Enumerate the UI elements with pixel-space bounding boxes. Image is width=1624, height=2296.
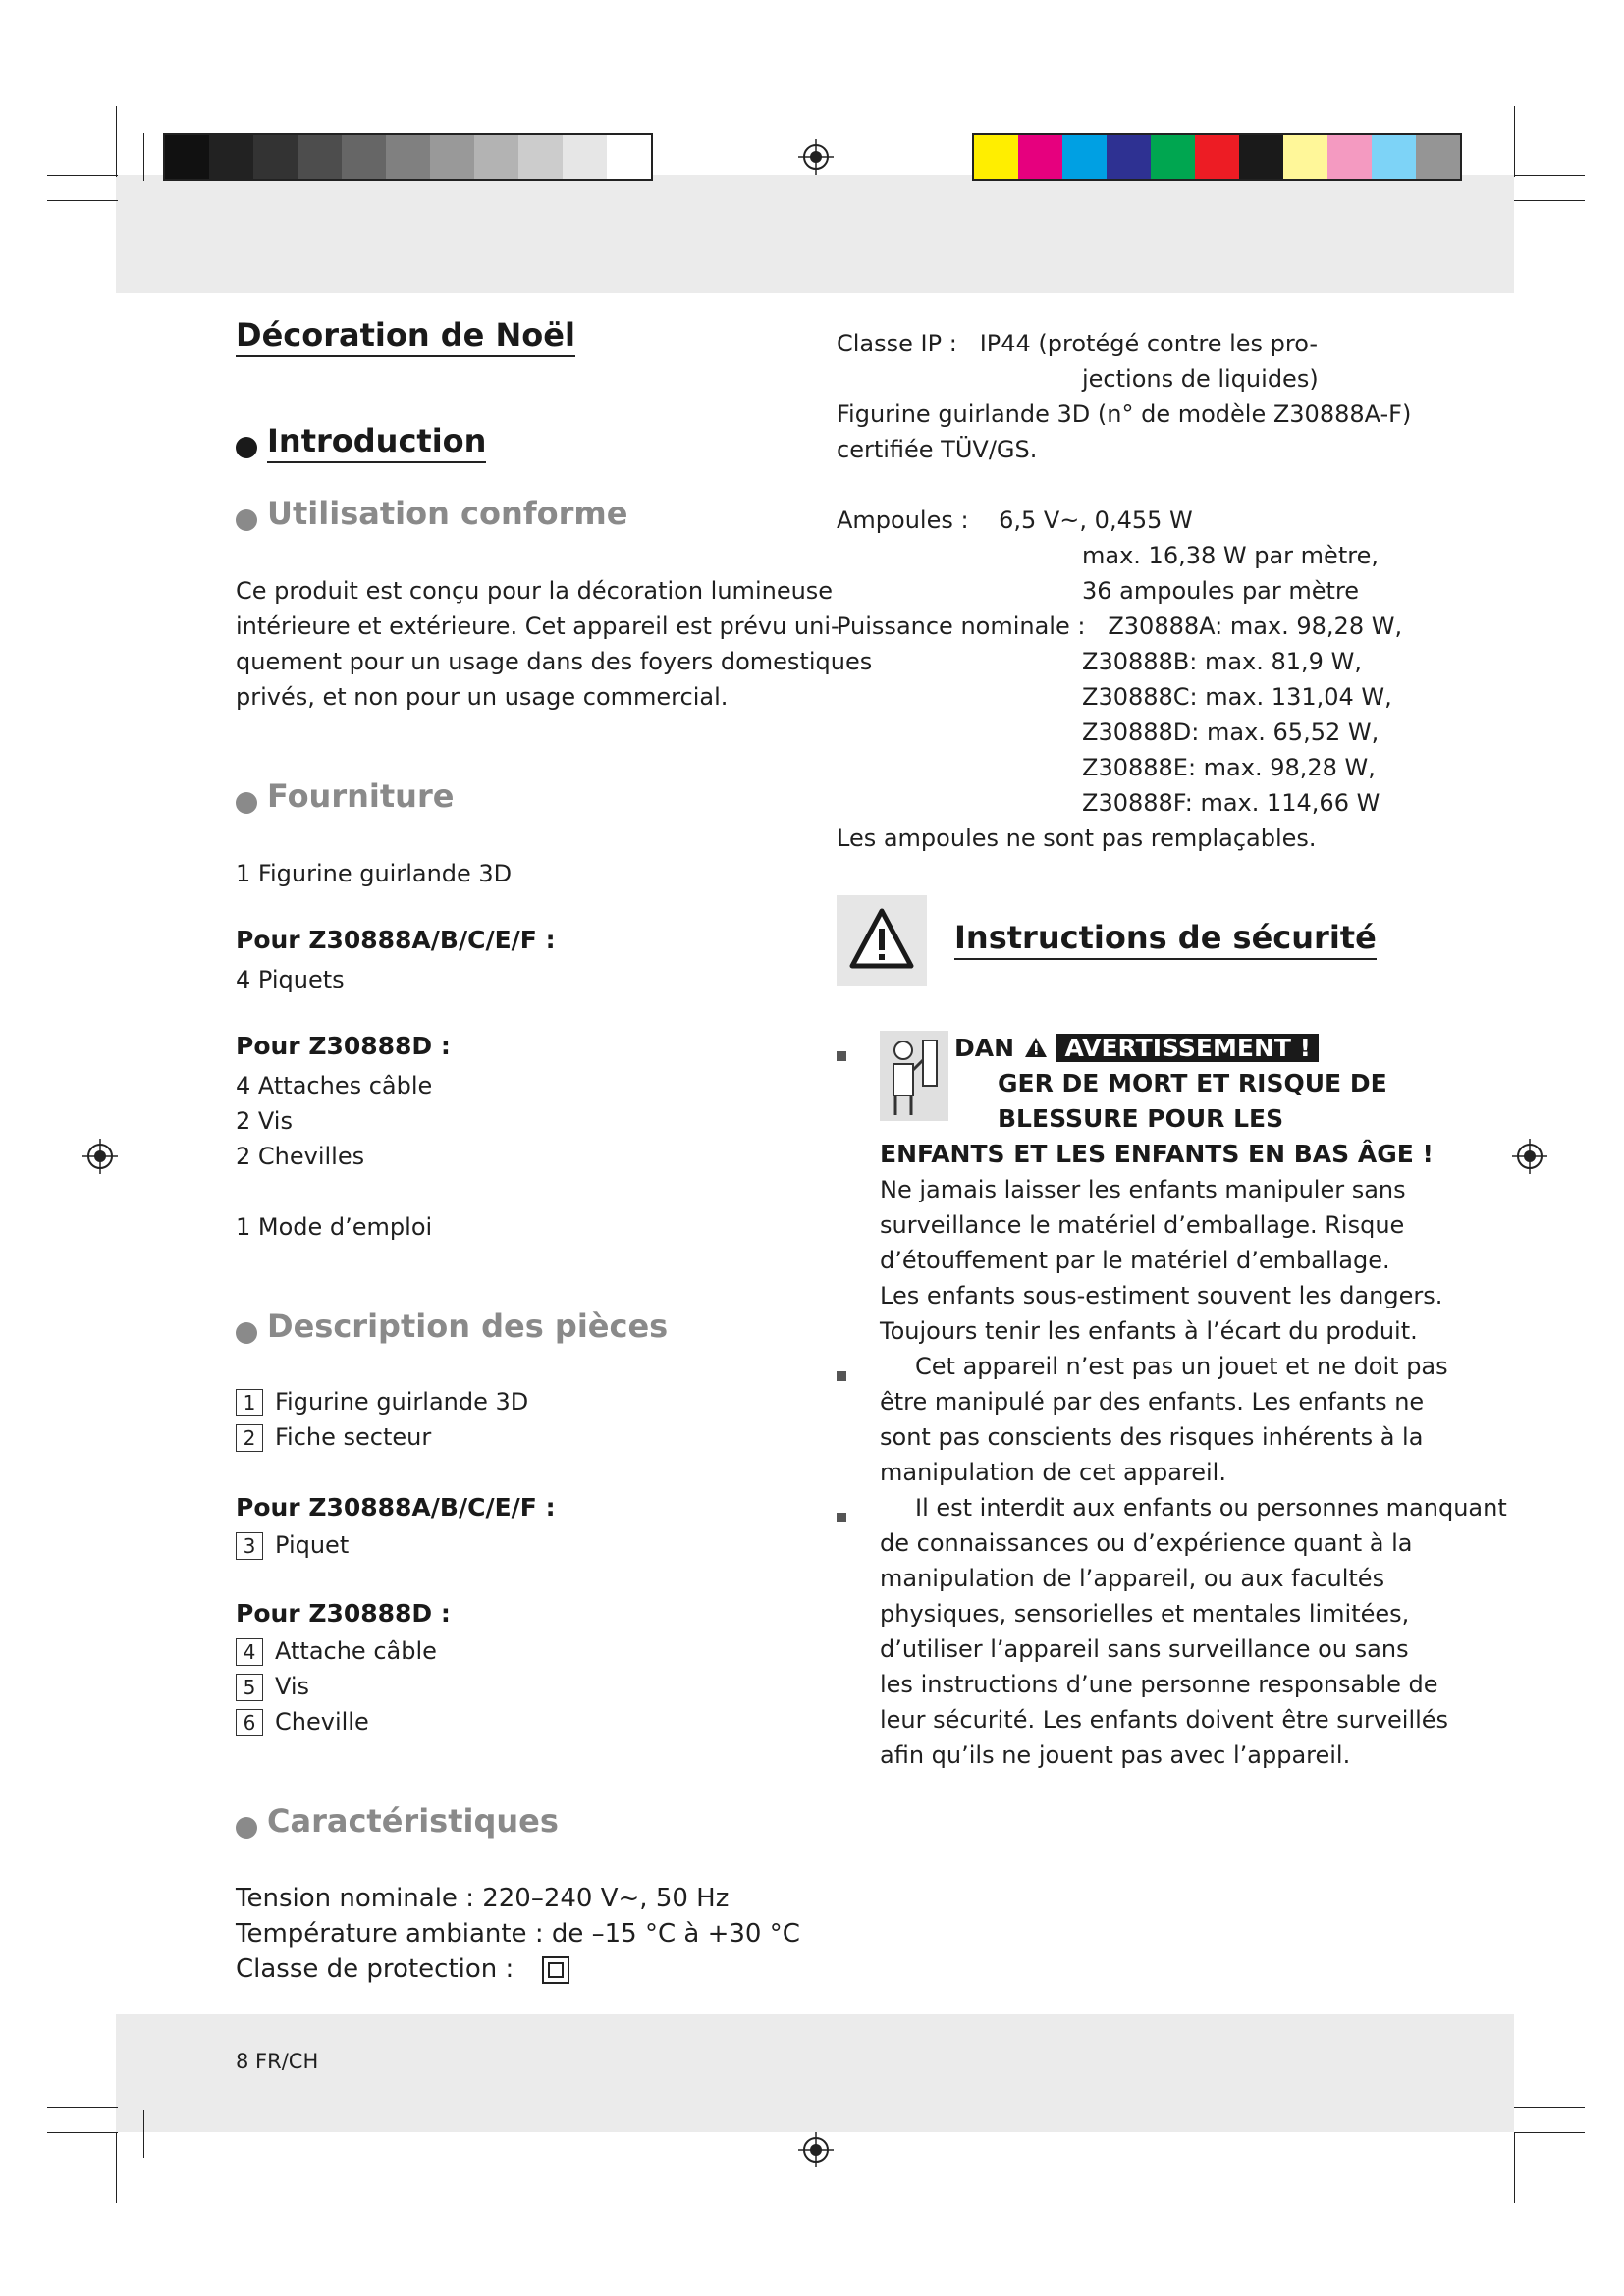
ampoules-spec: Ampoules : 6,5 V~, 0,455 W max. 16,38 W par mètre, 36 ampoules par mètre — [837, 507, 1379, 605]
specs-list: Tension nominale : 220–240 V~, 50 Hz Température ambiante : de –15 °C à +30 °C Classe de protection : — [236, 1884, 800, 1984]
bullet-icon — [236, 792, 257, 814]
ip-rating: Classe IP : IP44 (protégé contre les pro- jections de liquides) Figurine guirlande 3D (n° de modèle Z30888A-F) certifiée TÜV/GS. — [837, 330, 1412, 463]
subheading-pour-d: Pour Z30888D : — [236, 1032, 451, 1060]
color-swatch — [1018, 135, 1062, 179]
parts-list-c — [236, 1633, 437, 1739]
registration-mark-icon — [81, 1137, 120, 1176]
crop-mark — [143, 2110, 144, 2158]
crop-mark — [1514, 175, 1585, 176]
grayscale-color-bar — [163, 133, 653, 181]
section-caracteristiques: Caractéristiques — [236, 1802, 559, 1840]
gray-swatch — [474, 135, 518, 179]
bullet-icon — [236, 437, 257, 458]
gray-swatch — [165, 135, 209, 179]
gray-swatch — [253, 135, 298, 179]
warning-triangle-icon — [837, 895, 927, 986]
bullet-square-icon — [837, 1508, 846, 1526]
warning-heading: DAN AVERTISSEMENT ! GER DE MORT ET RISQUE DE BLESSURE POUR LES — [954, 1034, 1387, 1133]
crop-mark — [1514, 200, 1585, 201]
section-description: Description des pièces — [236, 1308, 668, 1345]
color-swatch — [1416, 135, 1460, 179]
section-securite: Instructions de sécurité — [954, 919, 1377, 960]
list-item: 3 Piquet — [236, 1527, 349, 1563]
list-item: 6 Cheville — [236, 1704, 437, 1739]
gray-swatch — [386, 135, 430, 179]
crop-mark — [116, 2132, 117, 2203]
parts-list-a — [236, 1384, 528, 1455]
color-swatch — [1239, 135, 1283, 179]
warning-sign-icon — [1023, 1036, 1049, 1059]
crop-mark — [1514, 2132, 1585, 2133]
crop-mark — [116, 106, 117, 177]
puissance-spec: Puissance nominale : Z30888A: max. 98,28 W, Z30888B: max. 81,9 W, Z30888C: max. 131,04 W, Z30888D: max. 65,52 W, Z30888E: max. 98,28 W, Z30888F: max. 114,66 W Les ampoules ne sont pas remplaçables. — [837, 613, 1403, 852]
color-swatch — [1327, 135, 1372, 179]
color-swatch — [1283, 135, 1327, 179]
list-item: 1 Figurine guirlande 3D — [236, 1384, 528, 1419]
top-band — [116, 175, 1514, 293]
class-ii-icon — [542, 1956, 569, 1984]
gray-swatch — [563, 135, 607, 179]
piquets-item: 4 Piquets — [236, 966, 345, 993]
gray-swatch — [430, 135, 474, 179]
bullet-square-icon — [837, 1366, 846, 1385]
warning-badge: AVERTISSEMENT ! — [1056, 1034, 1319, 1062]
color-swatch — [1151, 135, 1195, 179]
crop-mark — [1514, 2132, 1515, 2203]
subheading-pour-d-2: Pour Z30888D : — [236, 1599, 451, 1628]
registration-mark-icon — [1510, 1137, 1549, 1176]
section-introduction: Introduction — [236, 422, 486, 463]
gray-swatch — [209, 135, 253, 179]
gray-swatch — [342, 135, 386, 179]
bullet-icon — [236, 1817, 257, 1839]
crop-mark — [143, 133, 144, 181]
color-swatch — [974, 135, 1018, 179]
parts-list-b — [236, 1527, 349, 1563]
d-items-list: 4 Attaches câble 2 Vis 2 Chevilles — [236, 1072, 433, 1170]
fourniture-item: 1 Figurine guirlande 3D — [236, 860, 513, 887]
child-warning-icon — [880, 1031, 948, 1121]
bullet-jouet: Cet appareil n’est pas un jouet et ne doit pas être manipulé par des enfants. Les enfants ne sont pas conscients des risques inhérents à la manipulation de cet appareil. — [880, 1353, 1448, 1486]
color-swatch — [1195, 135, 1239, 179]
crop-mark — [47, 2132, 118, 2133]
list-item: 4 Attache câble — [236, 1633, 437, 1669]
page-number: 8 FR/CH — [236, 2050, 319, 2073]
color-swatch — [1107, 135, 1151, 179]
color-swatch — [1062, 135, 1107, 179]
color-swatch — [1372, 135, 1416, 179]
crop-mark — [1514, 2107, 1585, 2108]
bullet-interdit: Il est interdit aux enfants ou personnes manquant de connaissances ou d’expérience quant à la manipulation de l’appareil, ou aux facultés physiques, sensorielles et mentales limitées, d’utiliser l’appareil sans surveillance ou sans les instructions d’une personne responsable de leur sécurité. Les enfants doivent être surveillés afin qu’ils ne jouent pas avec l’appareil. — [880, 1494, 1507, 1769]
crop-mark — [1514, 106, 1515, 177]
section-fourniture: Fourniture — [236, 777, 454, 815]
list-item: 5 Vis — [236, 1669, 437, 1704]
subheading-pour-all-2: Pour Z30888A/B/C/E/F : — [236, 1493, 556, 1522]
subheading-pour-all: Pour Z30888A/B/C/E/F : — [236, 926, 556, 954]
page-title: Décoration de Noël — [236, 316, 575, 357]
warning-text: Ne jamais laisser les enfants manipuler sans surveillance le matériel d’emballage. Risque d’étouffement par le matériel d’emballage. Les enfants sous-estiment souvent les dangers. Toujours tenir les enfants à l’écart du produit. — [880, 1176, 1443, 1345]
process-color-bar — [972, 133, 1462, 181]
bullet-icon — [236, 1322, 257, 1344]
gray-swatch — [607, 135, 651, 179]
bullet-square-icon — [837, 1046, 846, 1065]
mode-emploi-item: 1 Mode d’emploi — [236, 1213, 433, 1241]
registration-mark-icon — [796, 2130, 836, 2169]
utilisation-text: Ce produit est conçu pour la décoration lumineuse intérieure et extérieure. Cet appareil est prévu uni- quement pour un usage dans des foyers domestiques privés, et non pour un usage commercial. — [236, 577, 873, 711]
list-item: 2 Fiche secteur — [236, 1419, 528, 1455]
crop-mark — [47, 2107, 118, 2108]
bottom-band — [116, 2014, 1514, 2132]
bullet-icon — [236, 509, 257, 531]
warning-heading-end: ENFANTS ET LES ENFANTS EN BAS ÂGE ! — [880, 1140, 1434, 1168]
section-utilisation: Utilisation conforme — [236, 495, 627, 532]
registration-mark-icon — [796, 137, 836, 177]
crop-mark — [47, 200, 118, 201]
gray-swatch — [298, 135, 342, 179]
gray-swatch — [518, 135, 563, 179]
crop-mark — [47, 175, 118, 176]
